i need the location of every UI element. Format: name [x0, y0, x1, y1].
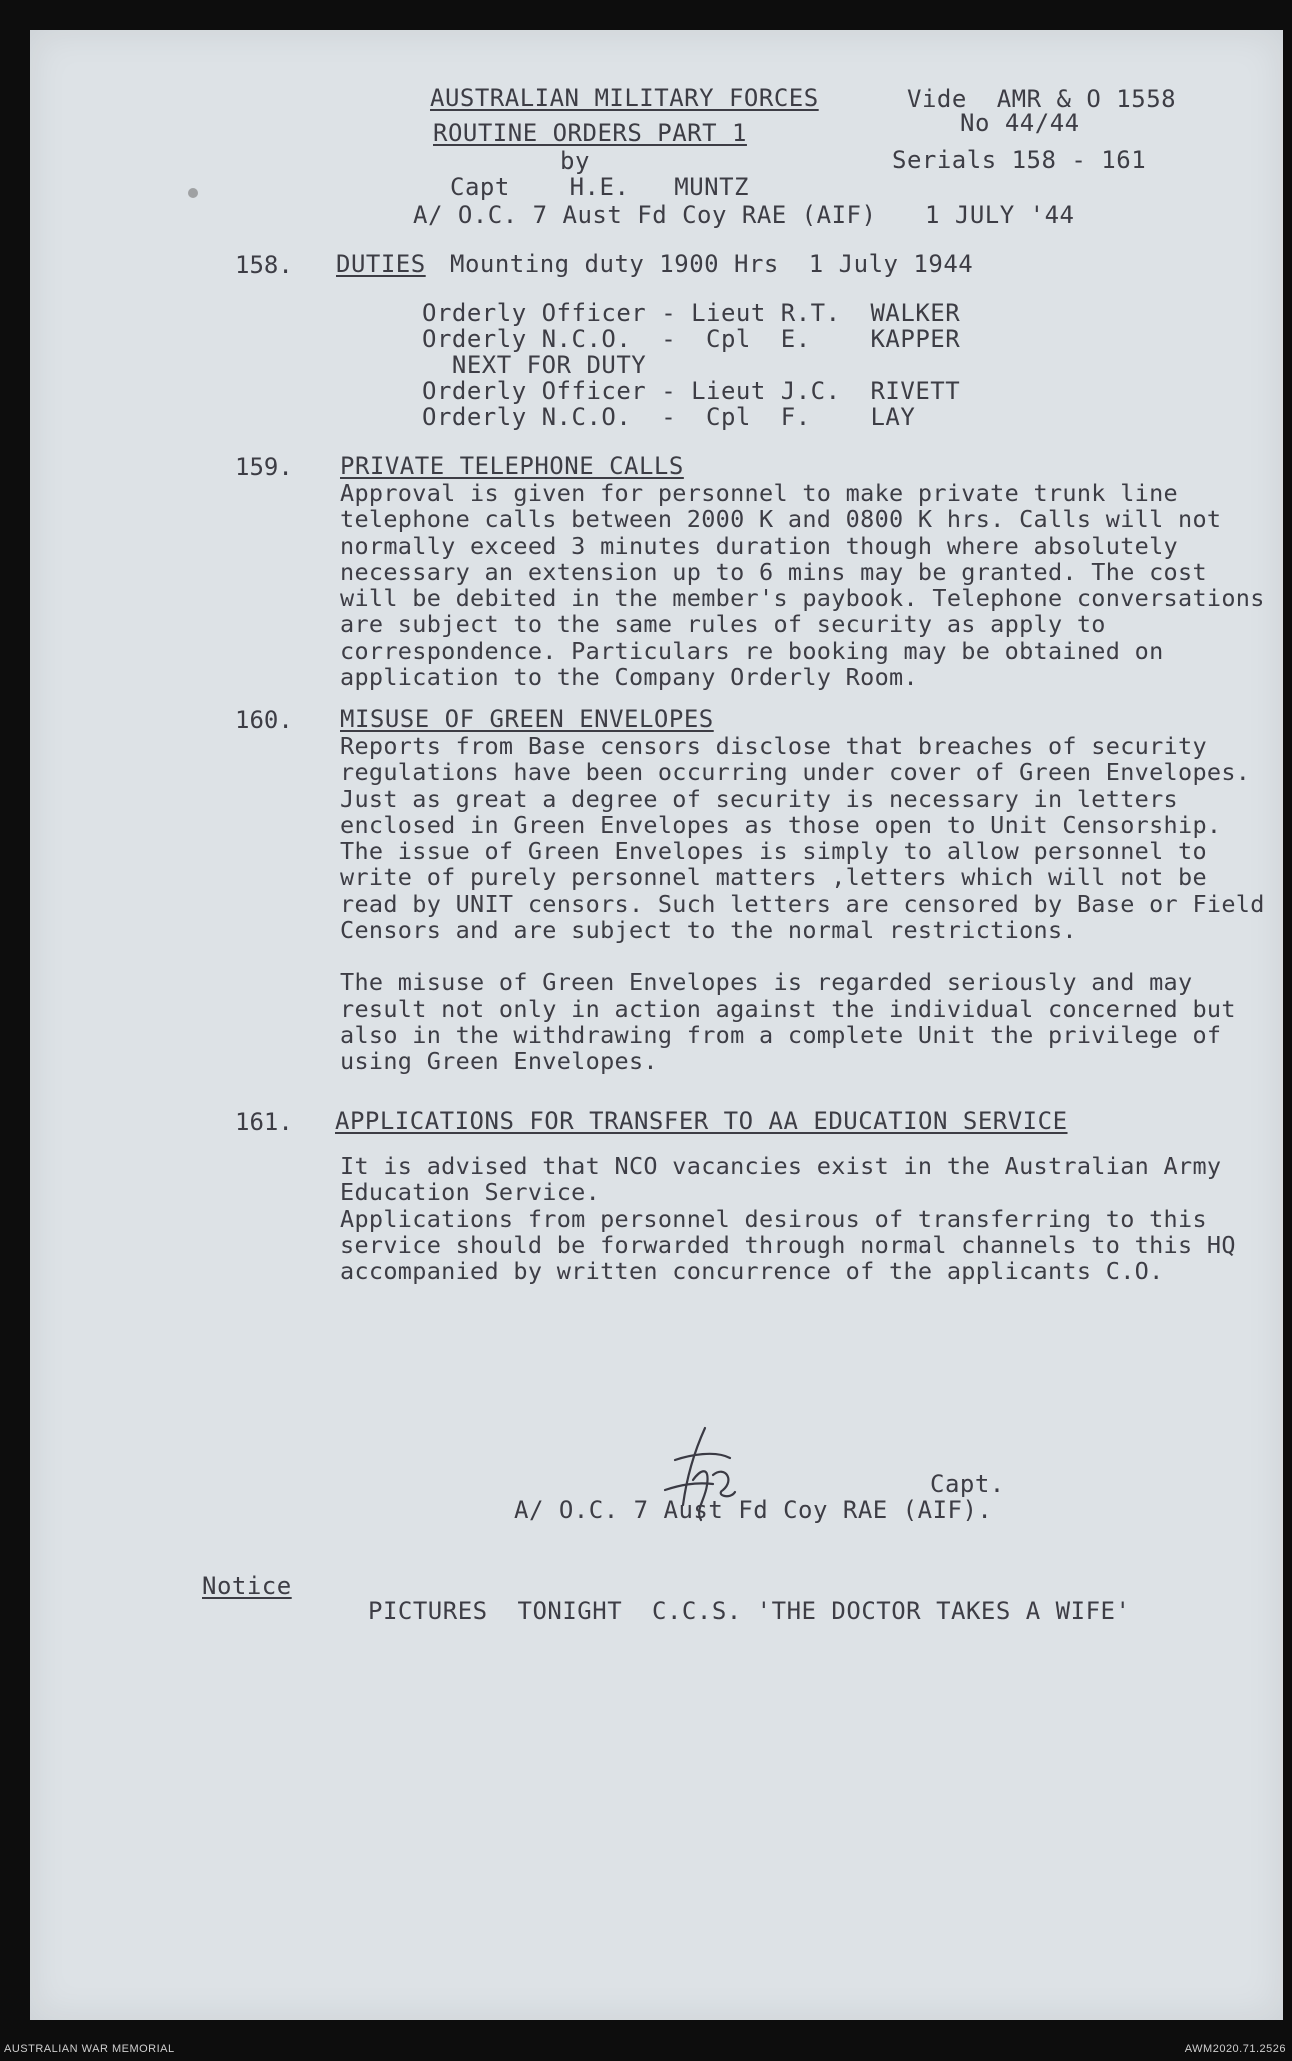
item-161-number: 161.	[235, 1108, 293, 1136]
item-159-number: 159.	[235, 453, 293, 481]
item-160-title: MISUSE OF GREEN ENVELOPES	[340, 705, 714, 733]
signature-rank: Capt.	[930, 1470, 1005, 1498]
paragraph: The misuse of Green Envelopes is regarded seriously and may result not only in action against the individual concerned but also in the withdrawing from a complete Unit the privilege of using Green Envelopes.	[340, 968, 1236, 1076]
paragraph: It is advised that NCO vacancies exist in the Australian Army Education Service.	[340, 1152, 1222, 1207]
header-by: by	[560, 147, 590, 175]
pin-hole-mark	[188, 188, 198, 198]
item-160-body	[340, 733, 1270, 1075]
paragraph: Applications from personnel desirous of transferring to this service should be forwarded through normal channels to this HQ accompanied by written concurrence of the applicants C.O.	[340, 1204, 1236, 1286]
item-158-number: 158.	[235, 251, 293, 279]
duty-line: NEXT FOR DUTY	[422, 351, 647, 379]
duty-line: Orderly Officer - Lieut J.C. RIVETT	[422, 377, 961, 405]
item-158-title: DUTIES	[336, 250, 426, 278]
header-vide: Vide AMR & O 1558	[907, 85, 1177, 113]
paragraph: The issue of Green Envelopes is simply to allow personnel to write of purely personnel matters ,letters which will not be read by UNIT censors. Such letters are censored by Base or Field Censors and are subject to the normal restrictions.	[340, 837, 1265, 945]
item-160-number: 160.	[235, 706, 293, 734]
item-159-body	[340, 480, 1270, 690]
item-159-title: PRIVATE TELEPHONE CALLS	[340, 452, 684, 480]
item-161-body	[340, 1153, 1270, 1284]
document-page	[30, 30, 1283, 2020]
footer-right: AWM2020.71.2526	[1184, 2043, 1286, 2055]
header-serials: Serials 158 - 161	[892, 146, 1147, 174]
duty-line: Orderly N.C.O. - Cpl E. KAPPER	[422, 325, 961, 353]
header-unit: A/ O.C. 7 Aust Fd Coy RAE (AIF)	[413, 201, 877, 229]
header-subtitle: ROUTINE ORDERS PART 1	[433, 119, 747, 147]
notice-label: Notice	[202, 1572, 292, 1600]
notice-text: PICTURES TONIGHT C.C.S. 'THE DOCTOR TAKES A WIFE'	[368, 1597, 1131, 1625]
header-officer: Capt H.E. MUNTZ	[450, 173, 749, 201]
header-title: AUSTRALIAN MILITARY FORCES	[430, 84, 819, 112]
header-date: 1 JULY '44	[925, 201, 1075, 229]
item-161-title: APPLICATIONS FOR TRANSFER TO AA EDUCATION SERVICE	[335, 1107, 1068, 1135]
paragraph: Approval is given for personnel to make private trunk line telephone calls between 2000 K and 0800 K hrs. Calls will not normally exceed 3 minutes duration though where absolutely necessary an extension up to 6 mins may be granted. The cost will be debited in the member's paybook. Telephone conversations are subject to the same rules of security as apply to correspondence. Particulars re booking may be obtained on application to the Company Orderly Room.	[340, 479, 1265, 692]
duty-line: Orderly N.C.O. - Cpl F. LAY	[422, 403, 916, 431]
paragraph: Reports from Base censors disclose that breaches of security regulations have been occurring under cover of Green Envelopes. Just as great a degree of security is necessary in letters enclosed in Green Envelopes as those open to Unit Censorship.	[340, 732, 1251, 839]
footer-left: AUSTRALIAN WAR MEMORIAL	[4, 2043, 175, 2055]
header-vide-no: No 44/44	[960, 109, 1080, 137]
duty-line: Orderly Officer - Lieut R.T. WALKER	[422, 299, 961, 327]
signature-unit: A/ O.C. 7 Aust Fd Coy RAE (AIF).	[514, 1496, 993, 1524]
item-158-intro: Mounting duty 1900 Hrs 1 July 1944	[450, 250, 974, 278]
